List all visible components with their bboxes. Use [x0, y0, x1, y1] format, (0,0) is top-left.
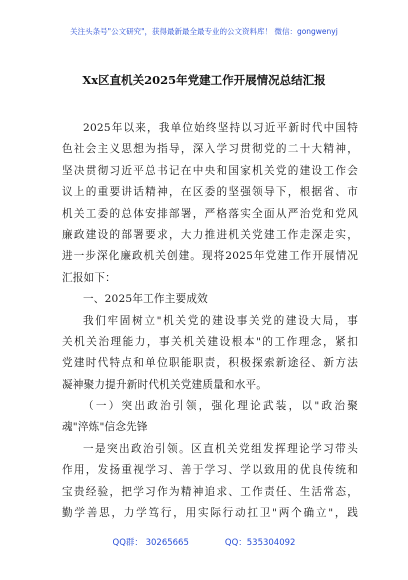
- body-line: 一是突出政治引领。区直机关党组发挥理论学习带头: [83, 442, 358, 455]
- body-line: 党建时代特点和单位职能职责，积极探索新途径、新方法: [62, 357, 358, 370]
- body-line: 廉政建设的部署要求，大力推进机关党建工作走深走实，: [62, 228, 358, 241]
- body-line: 我们牢固树立"机关党的建设事关党的建设大局，事: [83, 314, 358, 327]
- footer: [0, 536, 408, 548]
- body-line: 凝神聚力提升新时代机关党建质量和水平。: [62, 378, 268, 391]
- body-line: 坚决贯彻习近平总书记在中央和国家机关党的建设工作会: [62, 164, 358, 177]
- body-line: 汇报如下：: [62, 271, 116, 284]
- document-title: Xx区直机关2025年党建工作开展情况总结汇报: [82, 73, 326, 87]
- body-line: 勤学善思，力学笃行，用实际行动扛卫"两个确立"，践: [62, 507, 358, 520]
- body-line: 作用，发扬重视学习、善于学习、学以致用的优良传统和: [62, 464, 358, 477]
- footer-qq: QQ：535304092: [224, 538, 296, 548]
- body-line: 色社会主义思想为指导，深入学习贯彻党的二十大精神，: [62, 143, 358, 156]
- body-line: 进一步深化廉政机关创建。现将2025年党建工作开展情况: [62, 250, 358, 263]
- body-line: 关机关治理能力，事关机关建设根本"的工作理念，紧扣: [62, 335, 358, 348]
- body-line: 宝贵经验，把学习作为精神追求、工作责任、生活常态，: [62, 485, 358, 498]
- body-line: 2025年以来，我单位始终坚持以习近平新时代中国特: [83, 122, 358, 134]
- body-line: 机关工委的总体安排部署，严格落实全面从严治党和党风: [62, 207, 358, 220]
- footer-qq-group: QQ群： 30265665: [112, 538, 189, 548]
- header-banner: 关注头条号"公文研究"，获得最新最全最专业的公文资料库！ 微信：gongwenyj: [70, 27, 338, 36]
- body-line: 议上的重要讲话精神，在区委的坚强领导下，根据省、市: [62, 186, 358, 199]
- body-line: 魂"淬炼"信念先锋: [62, 421, 148, 434]
- body-line: （一）突出政治引领，强化理论武装，以"政治聚: [83, 400, 358, 413]
- document-body: [62, 118, 358, 524]
- body-line: 一、2025年工作主要成效: [83, 293, 208, 306]
